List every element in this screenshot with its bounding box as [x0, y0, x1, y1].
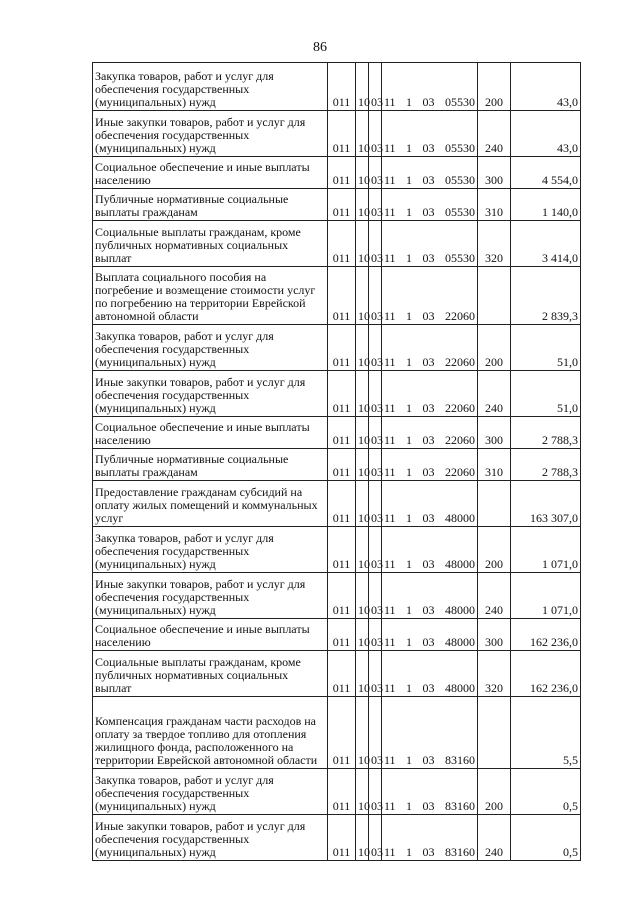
subsection-code: 03 — [369, 157, 382, 189]
row-name: Социальные выплаты гражданам, кроме публичных нормативных социальных выплат — [93, 221, 328, 267]
ministry-code: 011 — [328, 221, 356, 267]
table-body — [93, 63, 581, 861]
row-name: Закупка товаров, работ и услуг для обеспечения государственных (муниципальных) нужд — [93, 527, 328, 573]
event-code: 03 — [422, 753, 435, 767]
subsection-code: 03 — [369, 417, 382, 449]
target-article-code — [382, 189, 478, 221]
target-article-code — [382, 619, 478, 651]
target-article-code — [382, 481, 478, 527]
program-code: 11 — [384, 355, 396, 369]
amount: 1 071,0 — [511, 527, 581, 573]
section-code: 10 — [356, 417, 369, 449]
table-row — [93, 619, 581, 651]
subprogram-code: 1 — [406, 173, 413, 187]
program-code: 11 — [384, 95, 396, 109]
ministry-code: 011 — [328, 189, 356, 221]
direction-code: 83160 — [444, 799, 475, 813]
program-code: 11 — [384, 433, 396, 447]
amount: 3 414,0 — [511, 221, 581, 267]
section-code: 10 — [356, 267, 369, 325]
section-code: 10 — [356, 111, 369, 157]
direction-code: 05530 — [444, 205, 475, 219]
section-code: 10 — [356, 619, 369, 651]
amount: 0,5 — [511, 769, 581, 815]
ministry-code: 011 — [328, 157, 356, 189]
amount: 43,0 — [511, 111, 581, 157]
direction-code: 83160 — [444, 845, 475, 859]
row-name: Закупка товаров, работ и услуг для обеспечения государственных (муниципальных) нужд — [93, 769, 328, 815]
row-name: Публичные нормативные социальные выплаты гражданам — [93, 189, 328, 221]
amount: 0,5 — [511, 815, 581, 861]
page-number: 86 — [313, 40, 327, 55]
section-code: 10 — [356, 371, 369, 417]
amount: 1 071,0 — [511, 573, 581, 619]
subsection-code: 03 — [369, 651, 382, 697]
section-code: 10 — [356, 157, 369, 189]
section-code: 10 — [356, 189, 369, 221]
subprogram-code: 1 — [406, 635, 413, 649]
table-row — [93, 449, 581, 481]
expense-type-code — [478, 481, 511, 527]
section-code: 10 — [356, 481, 369, 527]
table-row — [93, 157, 581, 189]
expense-type-code: 310 — [478, 449, 511, 481]
subsection-code: 03 — [369, 815, 382, 861]
subprogram-code: 1 — [406, 603, 413, 617]
amount: 1 140,0 — [511, 189, 581, 221]
subprogram-code: 1 — [406, 251, 413, 265]
section-code: 10 — [356, 769, 369, 815]
table-row — [93, 651, 581, 697]
row-name: Предоставление гражданам субсидий на оплату жилых помещений и коммунальных услуг — [93, 481, 328, 527]
row-name: Социальные выплаты гражданам, кроме публичных нормативных социальных выплат — [93, 651, 328, 697]
program-code: 11 — [384, 511, 396, 525]
subsection-code: 03 — [369, 221, 382, 267]
direction-code: 22060 — [444, 355, 475, 369]
event-code: 03 — [422, 635, 435, 649]
program-code: 11 — [384, 603, 396, 617]
subprogram-code: 1 — [406, 433, 413, 447]
subsection-code: 03 — [369, 449, 382, 481]
row-name: Социальное обеспечение и иные выплаты населению — [93, 619, 328, 651]
event-code: 03 — [422, 251, 435, 265]
program-code: 11 — [384, 251, 396, 265]
event-code: 03 — [422, 433, 435, 447]
subsection-code: 03 — [369, 481, 382, 527]
section-code: 10 — [356, 651, 369, 697]
subprogram-code: 1 — [406, 141, 413, 155]
ministry-code: 011 — [328, 325, 356, 371]
expense-type-code: 240 — [478, 573, 511, 619]
ministry-code: 011 — [328, 527, 356, 573]
program-code: 11 — [384, 205, 396, 219]
event-code: 03 — [422, 141, 435, 155]
target-article-code — [382, 267, 478, 325]
table-row — [93, 573, 581, 619]
event-code: 03 — [422, 845, 435, 859]
ministry-code: 011 — [328, 371, 356, 417]
target-article-code — [382, 651, 478, 697]
expense-type-code: 300 — [478, 157, 511, 189]
expense-type-code: 200 — [478, 325, 511, 371]
section-code: 10 — [356, 527, 369, 573]
table-row — [93, 325, 581, 371]
ministry-code: 011 — [328, 769, 356, 815]
amount: 163 307,0 — [511, 481, 581, 527]
row-name: Социальное обеспечение и иные выплаты населению — [93, 417, 328, 449]
subsection-code: 03 — [369, 267, 382, 325]
subsection-code: 03 — [369, 527, 382, 573]
program-code: 11 — [384, 799, 396, 813]
subsection-code: 03 — [369, 619, 382, 651]
subprogram-code: 1 — [406, 95, 413, 109]
subsection-code: 03 — [369, 769, 382, 815]
target-article-code — [382, 111, 478, 157]
section-code: 10 — [356, 573, 369, 619]
direction-code: 05530 — [444, 251, 475, 265]
program-code: 11 — [384, 141, 396, 155]
target-article-code — [382, 371, 478, 417]
budget-table — [92, 62, 581, 861]
subsection-code: 03 — [369, 573, 382, 619]
program-code: 11 — [384, 465, 396, 479]
row-name: Публичные нормативные социальные выплаты гражданам — [93, 449, 328, 481]
amount: 162 236,0 — [511, 651, 581, 697]
event-code: 03 — [422, 603, 435, 617]
subsection-code: 03 — [369, 189, 382, 221]
event-code: 03 — [422, 95, 435, 109]
subprogram-code: 1 — [406, 681, 413, 695]
direction-code: 48000 — [444, 557, 475, 571]
amount: 51,0 — [511, 371, 581, 417]
target-article-code — [382, 573, 478, 619]
subprogram-code: 1 — [406, 401, 413, 415]
subprogram-code: 1 — [406, 465, 413, 479]
event-code: 03 — [422, 681, 435, 695]
event-code: 03 — [422, 401, 435, 415]
event-code: 03 — [422, 465, 435, 479]
event-code: 03 — [422, 355, 435, 369]
program-code: 11 — [384, 309, 396, 323]
table-row — [93, 527, 581, 573]
expense-type-code: 200 — [478, 63, 511, 111]
amount: 2 788,3 — [511, 449, 581, 481]
target-article-code — [382, 63, 478, 111]
direction-code: 22060 — [444, 433, 475, 447]
direction-code: 22060 — [444, 309, 475, 323]
row-name: Закупка товаров, работ и услуг для обеспечения государственных (муниципальных) нужд — [93, 63, 328, 111]
direction-code: 22060 — [444, 465, 475, 479]
direction-code: 48000 — [444, 603, 475, 617]
direction-code: 05530 — [444, 141, 475, 155]
ministry-code: 011 — [328, 481, 356, 527]
row-name: Иные закупки товаров, работ и услуг для обеспечения государственных (муниципальных) нужд — [93, 371, 328, 417]
table-row — [93, 189, 581, 221]
subsection-code: 03 — [369, 325, 382, 371]
amount: 2 788,3 — [511, 417, 581, 449]
expense-type-code: 240 — [478, 371, 511, 417]
subprogram-code: 1 — [406, 753, 413, 767]
direction-code: 48000 — [444, 635, 475, 649]
expense-type-code: 320 — [478, 651, 511, 697]
ministry-code: 011 — [328, 573, 356, 619]
target-article-code — [382, 769, 478, 815]
amount: 51,0 — [511, 325, 581, 371]
ministry-code: 011 — [328, 815, 356, 861]
event-code: 03 — [422, 205, 435, 219]
program-code: 11 — [384, 753, 396, 767]
program-code: 11 — [384, 173, 396, 187]
program-code: 11 — [384, 401, 396, 415]
event-code: 03 — [422, 173, 435, 187]
row-name: Социальное обеспечение и иные выплаты населению — [93, 157, 328, 189]
direction-code: 48000 — [444, 511, 475, 525]
direction-code: 22060 — [444, 401, 475, 415]
target-article-code — [382, 417, 478, 449]
program-code: 11 — [384, 845, 396, 859]
table-row — [93, 815, 581, 861]
expense-type-code: 310 — [478, 189, 511, 221]
section-code: 10 — [356, 815, 369, 861]
ministry-code: 011 — [328, 697, 356, 769]
subprogram-code: 1 — [406, 799, 413, 813]
expense-type-code — [478, 697, 511, 769]
amount: 4 554,0 — [511, 157, 581, 189]
target-article-code — [382, 157, 478, 189]
expense-type-code: 240 — [478, 111, 511, 157]
event-code: 03 — [422, 309, 435, 323]
event-code: 03 — [422, 511, 435, 525]
expense-type-code: 200 — [478, 527, 511, 573]
table-row — [93, 267, 581, 325]
section-code: 10 — [356, 63, 369, 111]
ministry-code: 011 — [328, 651, 356, 697]
target-article-code — [382, 527, 478, 573]
ministry-code: 011 — [328, 417, 356, 449]
table-row — [93, 63, 581, 111]
target-article-code — [382, 697, 478, 769]
direction-code: 05530 — [444, 95, 475, 109]
subprogram-code: 1 — [406, 205, 413, 219]
table-row — [93, 371, 581, 417]
section-code: 10 — [356, 221, 369, 267]
expense-type-code — [478, 267, 511, 325]
subsection-code: 03 — [369, 697, 382, 769]
event-code: 03 — [422, 799, 435, 813]
table-row — [93, 481, 581, 527]
subprogram-code: 1 — [406, 845, 413, 859]
subprogram-code: 1 — [406, 355, 413, 369]
table-row — [93, 697, 581, 769]
ministry-code: 011 — [328, 63, 356, 111]
expense-type-code: 300 — [478, 417, 511, 449]
subsection-code: 03 — [369, 371, 382, 417]
amount: 162 236,0 — [511, 619, 581, 651]
program-code: 11 — [384, 557, 396, 571]
table-row — [93, 111, 581, 157]
row-name: Иные закупки товаров, работ и услуг для обеспечения государственных (муниципальных) нужд — [93, 573, 328, 619]
subsection-code: 03 — [369, 111, 382, 157]
table-row — [93, 221, 581, 267]
row-name: Иные закупки товаров, работ и услуг для обеспечения государственных (муниципальных) нужд — [93, 111, 328, 157]
target-article-code — [382, 221, 478, 267]
subsection-code: 03 — [369, 63, 382, 111]
event-code: 03 — [422, 557, 435, 571]
expense-type-code: 200 — [478, 769, 511, 815]
program-code: 11 — [384, 635, 396, 649]
ministry-code: 011 — [328, 449, 356, 481]
table-row — [93, 417, 581, 449]
subprogram-code: 1 — [406, 309, 413, 323]
target-article-code — [382, 449, 478, 481]
section-code: 10 — [356, 449, 369, 481]
row-name: Выплата социального пособия на погребение и возмещение стоимости услуг по погребению на территории Еврейской автономной области — [93, 267, 328, 325]
direction-code: 83160 — [444, 753, 475, 767]
subprogram-code: 1 — [406, 511, 413, 525]
target-article-code — [382, 325, 478, 371]
expense-type-code: 240 — [478, 815, 511, 861]
section-code: 10 — [356, 697, 369, 769]
row-name: Иные закупки товаров, работ и услуг для обеспечения государственных (муниципальных) нужд — [93, 815, 328, 861]
expense-type-code: 320 — [478, 221, 511, 267]
target-article-code — [382, 815, 478, 861]
amount: 43,0 — [511, 63, 581, 111]
table-row — [93, 769, 581, 815]
direction-code: 05530 — [444, 173, 475, 187]
program-code: 11 — [384, 681, 396, 695]
ministry-code: 011 — [328, 267, 356, 325]
ministry-code: 011 — [328, 619, 356, 651]
row-name: Закупка товаров, работ и услуг для обеспечения государственных (муниципальных) нужд — [93, 325, 328, 371]
amount: 5,5 — [511, 697, 581, 769]
expense-type-code: 300 — [478, 619, 511, 651]
section-code: 10 — [356, 325, 369, 371]
amount: 2 839,3 — [511, 267, 581, 325]
direction-code: 48000 — [444, 681, 475, 695]
subprogram-code: 1 — [406, 557, 413, 571]
row-name: Компенсация гражданам части расходов на оплату за твердое топливо для отопления жилищного фонда, расположенного на территории Еврейской автономной области — [93, 697, 328, 769]
ministry-code: 011 — [328, 111, 356, 157]
